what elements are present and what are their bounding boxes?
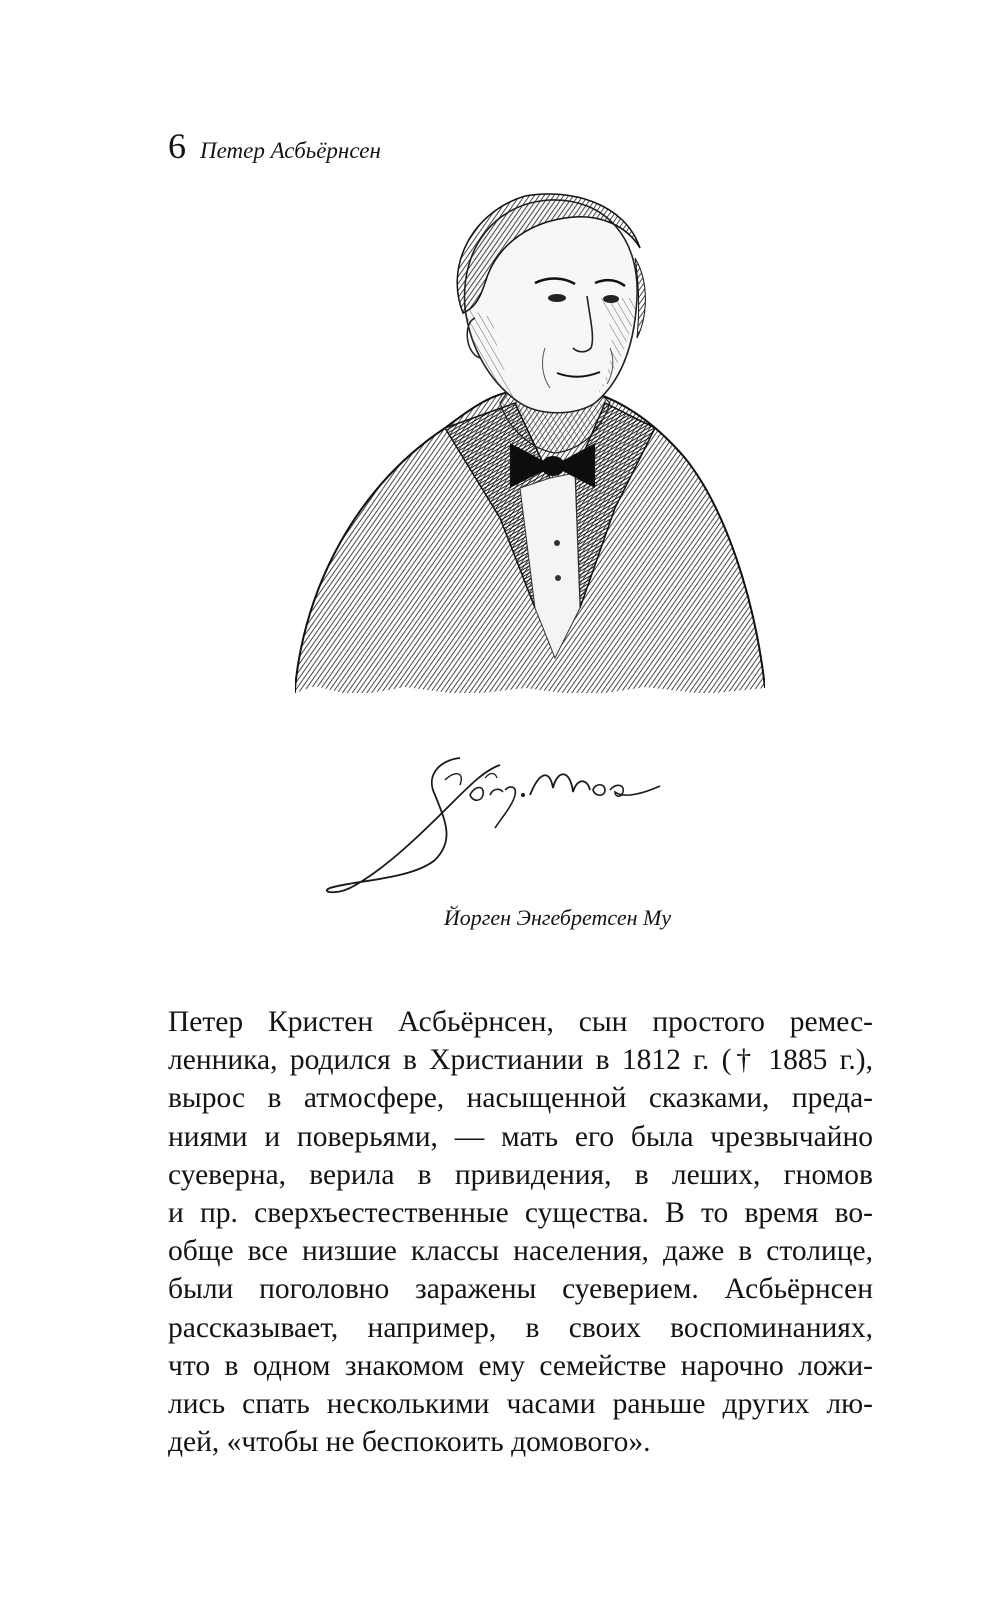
running-head [168, 128, 381, 164]
text-line: и пр. сверхъестественные существа. В то время во- [168, 1197, 873, 1230]
body-paragraph [168, 1003, 873, 1461]
text-line: что в одном знакомом ему семействе нарочно ложи- [168, 1349, 873, 1382]
running-title: Петер Асбьёрнсен [200, 138, 381, 163]
engraved-portrait-icon [295, 188, 765, 733]
text-line: Петер Кристен Асбьёрнсен, сын простого ремес- [168, 1006, 873, 1038]
text-line: ниями и поверьями, — мать его была чрезвычайно [168, 1120, 873, 1153]
text-line: лись спать несколькими часами раньше других лю- [168, 1388, 873, 1421]
text-line: вырос в атмосфере, насыщенной сказками, преда- [168, 1082, 873, 1115]
text-line: рассказывает, например, в своих воспоминаниях, [168, 1311, 873, 1344]
text-line: были поголовно заражены суеверием. Асбьёрнсен [168, 1273, 873, 1306]
text-line: суеверна, верила в привидения, в леших, гномов [168, 1158, 873, 1191]
text-line: дей, «чтобы не беспокоить домового». [168, 1426, 651, 1459]
signature-graphic [325, 750, 670, 895]
text-line: обще все низшие классы населения, даже в столице, [168, 1235, 873, 1268]
page-number: 6 [168, 126, 186, 166]
text-line: ленника, родился в Христиании в 1812 г. († 1885 г.), [168, 1044, 873, 1077]
portrait-caption: Йорген Энгебретсен Му [443, 905, 672, 930]
